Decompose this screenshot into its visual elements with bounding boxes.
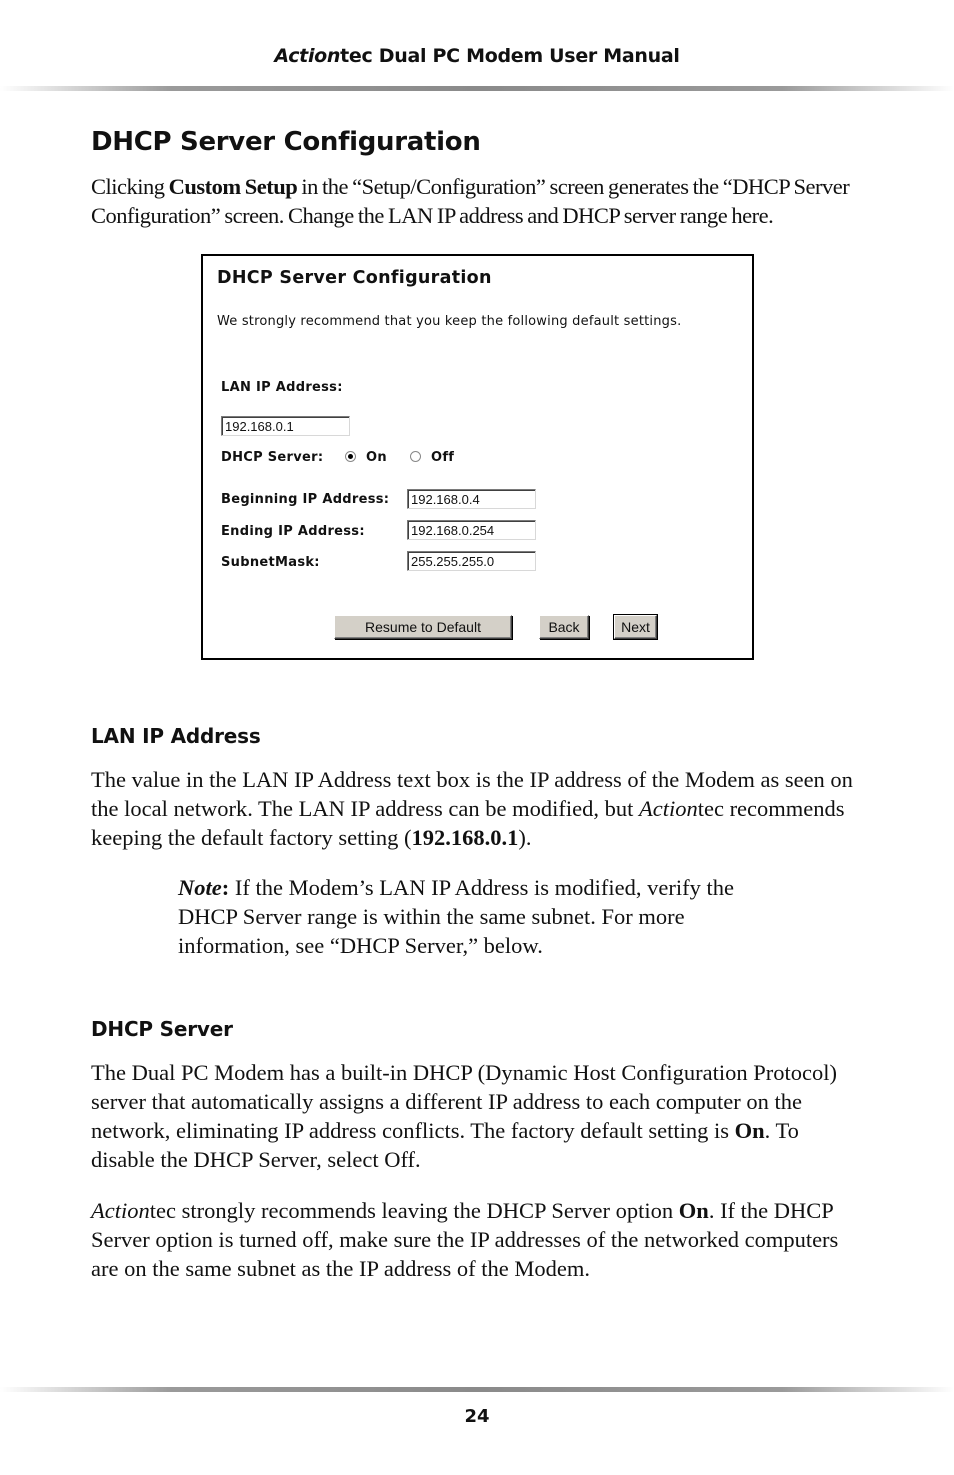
dhcp-server-heading: DHCP Server bbox=[91, 1017, 233, 1041]
radio-selected-dot bbox=[348, 454, 353, 459]
lan-ip-heading: LAN IP Address bbox=[91, 724, 261, 748]
lan-text-3: ). bbox=[518, 825, 532, 850]
lan-text-2: tec recommends keeping the default factory setting ( bbox=[91, 796, 845, 850]
subnet-mask-label: SubnetMask: bbox=[221, 555, 320, 570]
dhcp-paragraph-2 bbox=[91, 1196, 866, 1283]
note-text: If the Modem’s LAN IP Address is modified, verify the DHCP Server range is within the same subnet. For more information, see “DHCP Server,” below. bbox=[178, 875, 734, 958]
intro-paragraph bbox=[91, 172, 866, 230]
subnet-mask-input[interactable]: 255.255.255.0 bbox=[407, 551, 536, 571]
section-title: DHCP Server Configuration bbox=[91, 127, 481, 157]
header-title-text: tec Dual PC Modem User Manual bbox=[340, 45, 680, 67]
footer-rule bbox=[0, 1387, 954, 1392]
header-rule bbox=[0, 86, 954, 91]
dhcp-p1-on: On bbox=[734, 1118, 765, 1143]
lan-brand-italic: Action bbox=[638, 796, 698, 821]
ending-ip-input[interactable]: 192.168.0.254 bbox=[407, 520, 536, 540]
running-header bbox=[0, 45, 954, 67]
dhcp-p1-text-1: The Dual PC Modem has a built-in DHCP (Dynamic Host Configuration Protocol) server that automatically assigns a different IP address to each computer on the network, eliminating IP address conflicts. The factory default setting is bbox=[91, 1060, 837, 1143]
resume-default-button[interactable]: Resume to Default bbox=[334, 615, 512, 639]
dhcp-paragraph-1 bbox=[91, 1058, 866, 1174]
dhcp-p1-text-2: . To disable the DHCP Server, select Off. bbox=[91, 1118, 799, 1172]
dhcp-off-radio[interactable] bbox=[410, 451, 421, 462]
dhcp-p2-text-1: tec strongly recommends leaving the DHCP Server option bbox=[149, 1198, 679, 1223]
back-button[interactable]: Back bbox=[539, 615, 589, 639]
beginning-ip-input[interactable]: 192.168.0.4 bbox=[407, 489, 536, 509]
lan-text-1: The value in the LAN IP Address text box is the IP address of the Modem as seen on the local network. The LAN IP address can be modified, but bbox=[91, 767, 853, 821]
dhcp-p2-on: On bbox=[678, 1198, 709, 1223]
header-brand-italic: Action bbox=[274, 45, 341, 67]
intro-text-2: in the “Setup/Configuration” screen generates the “DHCP Server Configuration” screen. Change the LAN IP address and DHCP server range here. bbox=[91, 174, 850, 228]
intro-custom-setup: Custom Setup bbox=[168, 174, 298, 199]
note-colon: : bbox=[221, 875, 230, 900]
next-button[interactable]: Next bbox=[614, 615, 657, 639]
lan-ip-paragraph bbox=[91, 765, 866, 852]
dhcp-server-label: DHCP Server: bbox=[221, 450, 324, 465]
intro-text-1: Clicking bbox=[91, 174, 169, 199]
lan-ip-label: LAN IP Address: bbox=[221, 380, 343, 395]
ending-ip-label: Ending IP Address: bbox=[221, 524, 365, 539]
dhcp-p2-brand-italic: Action bbox=[91, 1198, 150, 1223]
panel-recommendation-note: We strongly recommend that you keep the following default settings. bbox=[217, 314, 682, 329]
lan-default-ip: 192.168.0.1 bbox=[411, 825, 519, 850]
note-label: Note bbox=[178, 875, 222, 900]
dhcp-off-label: Off bbox=[431, 450, 455, 465]
dhcp-p2-text-2: . If the DHCP Server option is turned off, make sure the IP addresses of the networked computers are on the same subnet as the IP address of the Modem. bbox=[91, 1198, 839, 1281]
note-block bbox=[178, 873, 798, 960]
beginning-ip-label: Beginning IP Address: bbox=[221, 492, 390, 507]
dhcp-on-label: On bbox=[366, 450, 387, 465]
panel-title: DHCP Server Configuration bbox=[217, 268, 492, 288]
page-number: 24 bbox=[464, 1406, 490, 1427]
dhcp-config-screenshot bbox=[201, 254, 754, 660]
lan-ip-input[interactable]: 192.168.0.1 bbox=[221, 416, 350, 436]
dhcp-on-radio[interactable] bbox=[345, 451, 356, 462]
